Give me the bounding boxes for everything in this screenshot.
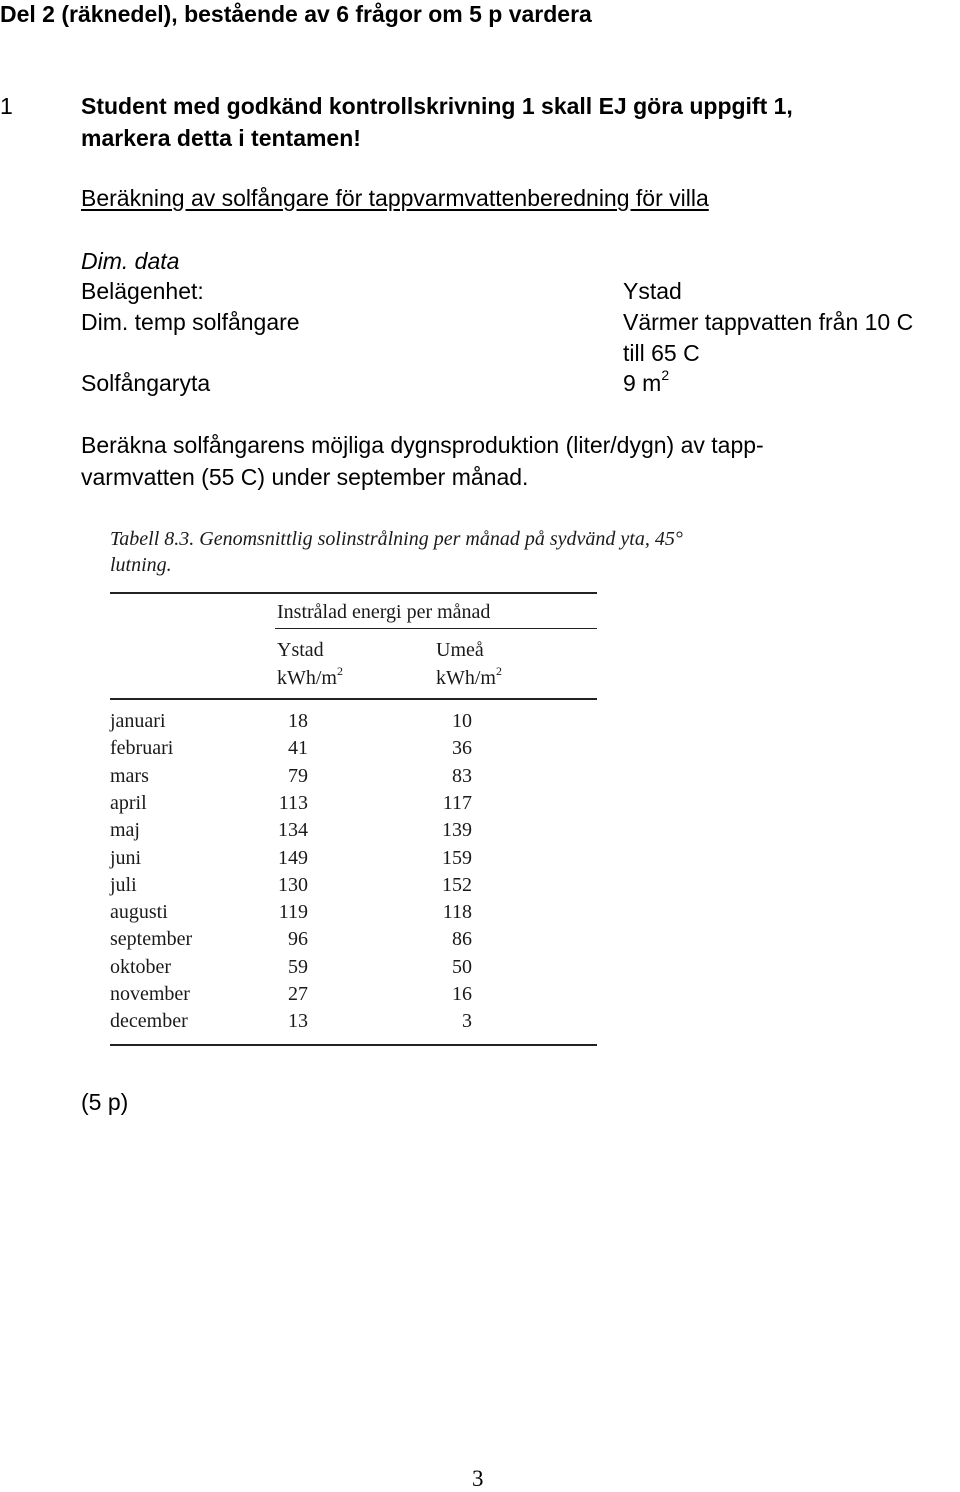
month-cell: november — [110, 983, 190, 1005]
column-header-umea: Umeå — [436, 639, 484, 661]
table-caption-line-1: Tabell 8.3. Genomsnittlig solinstrålning per månad på sydvänd yta, 45° — [110, 528, 683, 550]
ystad-value-cell: 27 — [288, 983, 308, 1005]
area-value — [623, 368, 669, 398]
dim-data-heading: Dim. data — [81, 248, 180, 274]
unit-exponent: 2 — [337, 664, 343, 678]
table-caption-line-2: lutning. — [110, 554, 172, 576]
month-cell: juli — [110, 873, 137, 896]
umea-value-cell: 16 — [452, 983, 472, 1005]
task-line-1: Beräkna solfångarens möjliga dygnsproduktion (liter/dygn) av tapp- — [81, 432, 764, 458]
umea-value-cell: 139 — [442, 819, 472, 842]
area-exponent: 2 — [661, 367, 670, 383]
ystad-value-cell: 149 — [278, 846, 308, 869]
ystad-value-cell: 134 — [278, 819, 308, 842]
umea-value-cell: 118 — [442, 901, 472, 924]
month-cell: maj — [110, 819, 140, 842]
task-line-2: varmvatten (55 C) under september månad. — [81, 464, 529, 490]
solar-radiation-table — [100, 522, 683, 1052]
umea-value-cell: 117 — [442, 791, 472, 814]
table-bottom-rule — [110, 1044, 597, 1046]
column-unit-ystad — [277, 666, 343, 690]
umea-value-cell: 152 — [442, 873, 472, 896]
unit-text: kWh/m — [436, 667, 496, 689]
table-row — [100, 1008, 620, 1035]
temp-value-line-2: till 65 C — [623, 340, 700, 366]
column-header-ystad: Ystad — [277, 639, 324, 661]
location-value: Ystad — [623, 278, 682, 304]
temp-value-line-1: Värmer tappvatten från 10 C — [623, 309, 914, 335]
unit-exponent: 2 — [496, 664, 502, 678]
month-cell: februari — [110, 737, 174, 760]
month-cell: mars — [110, 764, 149, 787]
ystad-value-cell: 119 — [278, 901, 308, 924]
column-unit-umea — [436, 666, 502, 690]
month-cell: januari — [110, 710, 166, 732]
table-row — [100, 981, 620, 1008]
month-cell: augusti — [110, 901, 168, 924]
ystad-value-cell: 79 — [288, 764, 308, 787]
table-group-header: Instrålad energi per månad — [277, 601, 491, 623]
area-value-text: 9 m — [623, 370, 662, 396]
table-row — [100, 708, 620, 735]
table-row — [100, 790, 620, 817]
umea-value-cell: 36 — [452, 737, 472, 760]
problem-title: Beräkning av solfångare för tappvarmvattenberedning för villa — [81, 185, 709, 211]
month-cell: oktober — [110, 955, 172, 978]
table-row — [100, 872, 620, 899]
table-row — [100, 763, 620, 790]
page-number: 3 — [472, 1466, 484, 1491]
umea-value-cell: 50 — [452, 955, 472, 978]
month-cell: september — [110, 928, 193, 951]
ystad-value-cell: 96 — [288, 928, 308, 951]
points-label: (5 p) — [81, 1089, 129, 1115]
table-row — [100, 899, 620, 926]
unit-text: kWh/m — [277, 667, 337, 689]
table-row — [100, 845, 620, 872]
task-text — [81, 429, 764, 493]
table-row — [100, 954, 620, 981]
ystad-value-cell: 130 — [278, 873, 308, 896]
ystad-value-cell: 18 — [288, 710, 308, 732]
umea-value-cell: 86 — [452, 928, 472, 951]
temp-label: Dim. temp solfångare — [81, 309, 300, 335]
umea-value-cell: 83 — [452, 764, 472, 787]
umea-value-cell: 159 — [442, 846, 472, 869]
umea-value-cell: 10 — [452, 710, 472, 732]
month-cell: december — [110, 1010, 188, 1033]
table-group-rule — [275, 628, 597, 629]
table-top-rule — [110, 592, 597, 594]
area-label: Solfångaryta — [81, 370, 211, 396]
ystad-value-cell: 13 — [288, 1010, 308, 1033]
table-row — [100, 817, 620, 844]
ystad-value-cell: 113 — [278, 791, 308, 814]
question-instruction-line-1: Student med godkänd kontrollskrivning 1 skall EJ göra uppgift 1, — [81, 93, 793, 119]
ystad-value-cell: 41 — [288, 737, 308, 760]
table-row — [100, 735, 620, 762]
section-heading: Del 2 (räknedel), bestående av 6 frågor om 5 p vardera — [0, 1, 592, 27]
question-instruction — [81, 90, 793, 154]
umea-value-cell: 3 — [462, 1010, 472, 1033]
month-cell: april — [110, 791, 147, 814]
table-header-rule — [110, 698, 597, 700]
month-cell: juni — [110, 846, 142, 869]
ystad-value-cell: 59 — [288, 955, 308, 978]
location-label: Belägenhet: — [81, 278, 204, 304]
table-row — [100, 926, 620, 953]
table-caption — [110, 526, 683, 578]
question-instruction-line-2: markera detta i tentamen! — [81, 125, 361, 151]
question-number: 1 — [0, 93, 13, 119]
